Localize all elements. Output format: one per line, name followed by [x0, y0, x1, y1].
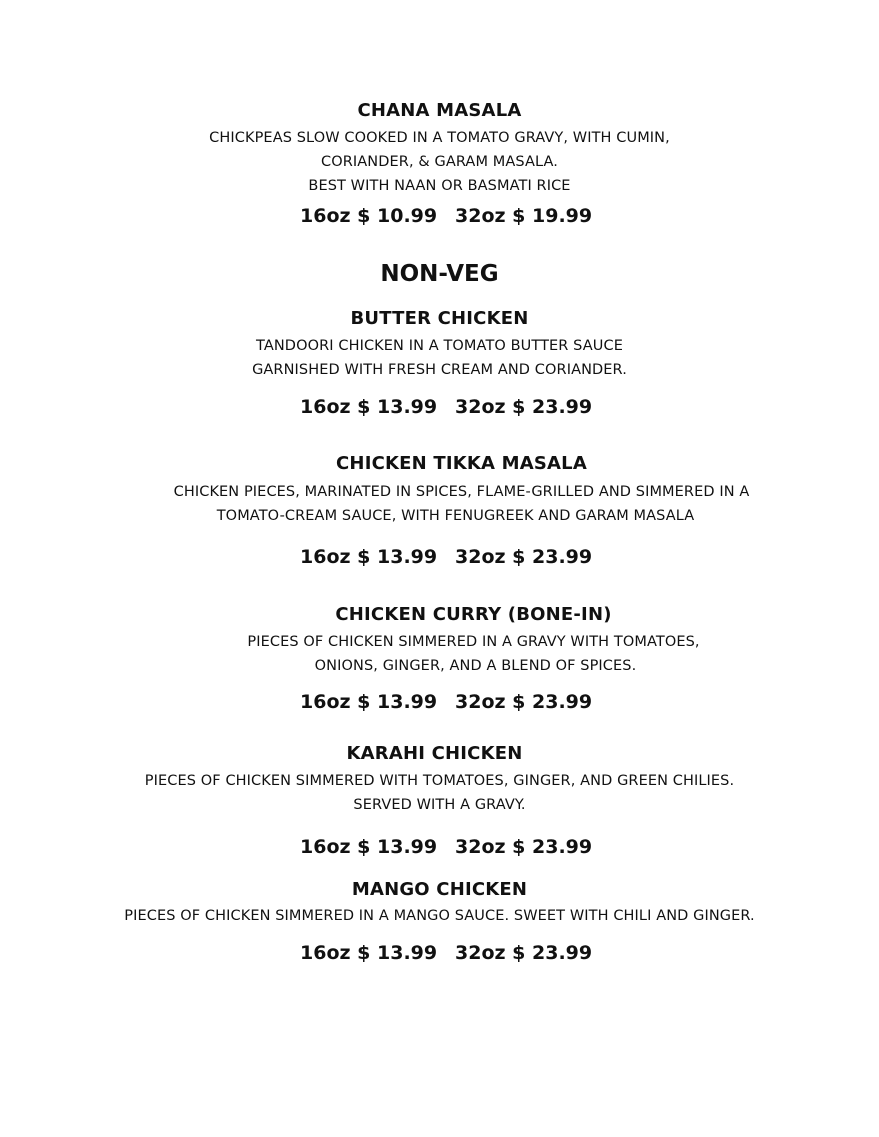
item-prices	[0, 396, 879, 420]
price-16oz: 16oz $ 10.99	[300, 205, 438, 227]
item-prices	[0, 942, 879, 966]
item-name: BUTTER CHICKEN	[350, 308, 529, 329]
price-32oz: 32oz $ 23.99	[455, 691, 593, 713]
item-description-line: CHICKEN PIECES, MARINATED IN SPICES, FLAME-GRILLED AND SIMMERED IN A	[173, 484, 750, 500]
price-16oz: 16oz $ 13.99	[300, 691, 438, 713]
item-description-line: BEST WITH NAAN OR BASMATI RICE	[308, 178, 571, 194]
item-description-line: CORIANDER, & GARAM MASALA.	[321, 154, 558, 170]
item-description-line: TOMATO-CREAM SAUCE, WITH FENUGREEK AND GARAM MASALA	[216, 508, 695, 524]
item-prices	[0, 205, 879, 229]
item-description-line: PIECES OF CHICKEN SIMMERED IN A MANGO SAUCE. SWEET WITH CHILI AND GINGER.	[124, 908, 755, 924]
item-description-line: SERVED WITH A GRAVY.	[353, 797, 526, 813]
item-prices	[0, 836, 879, 860]
item-name: MANGO CHICKEN	[351, 879, 528, 900]
price-16oz: 16oz $ 13.99	[300, 836, 438, 858]
price-16oz: 16oz $ 13.99	[300, 396, 438, 418]
price-32oz: 32oz $ 19.99	[455, 205, 593, 227]
price-32oz: 32oz $ 23.99	[455, 836, 593, 858]
item-description-line: ONIONS, GINGER, AND A BLEND OF SPICES.	[314, 658, 637, 674]
section-title-non-veg: NON-VEG	[380, 261, 499, 287]
item-name: CHANA MASALA	[357, 100, 522, 121]
item-name: CHICKEN TIKKA MASALA	[336, 453, 587, 474]
item-name: CHICKEN CURRY (BONE-IN)	[335, 604, 612, 625]
item-description-line: PIECES OF CHICKEN SIMMERED IN A GRAVY WITH TOMATOES,	[247, 634, 700, 650]
price-16oz: 16oz $ 13.99	[300, 546, 438, 568]
item-name: KARAHI CHICKEN	[346, 743, 523, 764]
item-description-line: GARNISHED WITH FRESH CREAM AND CORIANDER.	[252, 362, 627, 378]
price-32oz: 32oz $ 23.99	[455, 546, 593, 568]
item-description-line: CHICKPEAS SLOW COOKED IN A TOMATO GRAVY, WITH CUMIN,	[209, 130, 670, 146]
item-description-line: TANDOORI CHICKEN IN A TOMATO BUTTER SAUCE	[256, 338, 623, 354]
price-32oz: 32oz $ 23.99	[455, 396, 593, 418]
item-prices	[0, 691, 879, 715]
item-description-line: PIECES OF CHICKEN SIMMERED WITH TOMATOES, GINGER, AND GREEN CHILIES.	[144, 773, 735, 789]
price-16oz: 16oz $ 13.99	[300, 942, 438, 964]
price-32oz: 32oz $ 23.99	[455, 942, 593, 964]
item-prices	[0, 546, 879, 570]
